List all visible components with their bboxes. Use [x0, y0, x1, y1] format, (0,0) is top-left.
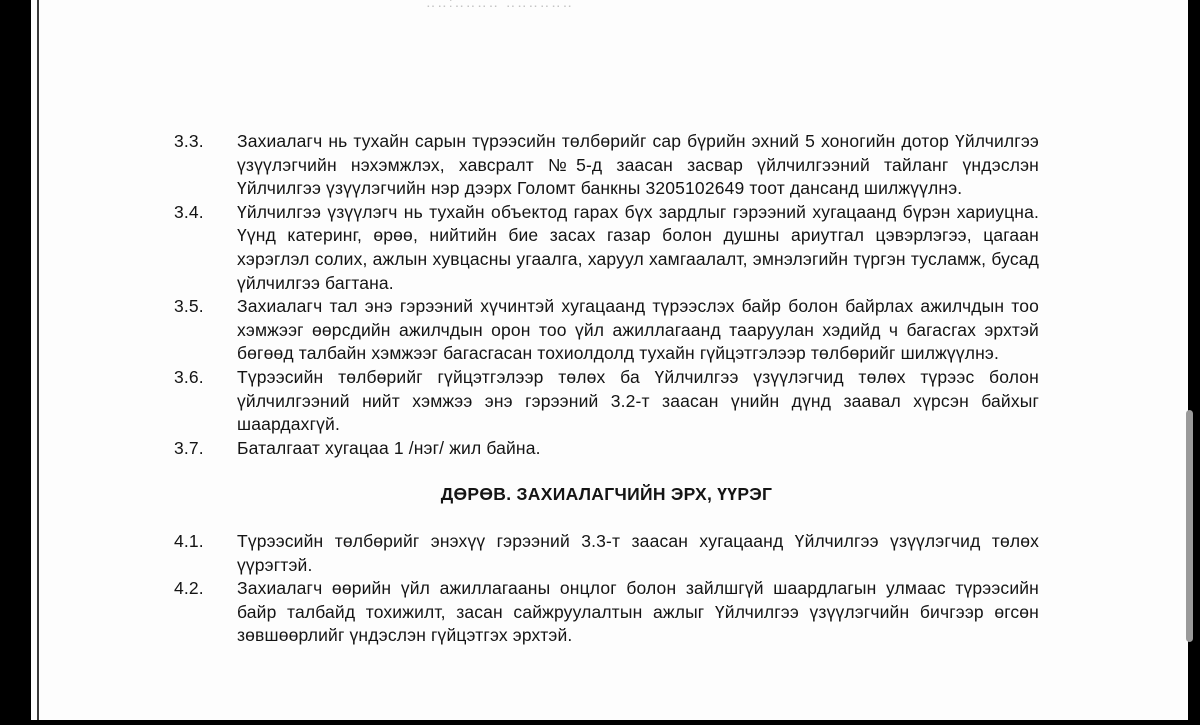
clause-text: Түрээсийн төлбөрийг гүйцэтгэлээр төлөх ба Үйлчилгээ үзүүлэгчид төлөх түрээс болон үйлчилгээний нийт хэмжээ энэ гэрээний 3.2-т заасан үнийн дүнд заавал хүрсэн байхыг шаардахгүй. — [237, 366, 1039, 435]
clause-text: Түрээсийн төлбөрийг энэхүү гэрээний 3.3-т заасан хугацаанд Үйлчилгээ үзүүлэгчид төлөх үүрэгтэй. — [237, 530, 1039, 575]
clause-3-4 — [174, 201, 1039, 295]
clause-number: 3.4. — [174, 201, 204, 222]
clause-text: Захиалагч тал энэ гэрээний хүчинтэй хугацаанд түрээслэх байр болон байрлах ажилчдын тоо хэмжээг өөрсдийн ажилчдын орон тоо үйл ажиллагаанд тааруулан хэдийд ч багасгах эрхтэй бөгөөд талбайн хэмжээг багасгасан тохиолдолд тухайн гүйцэтгэлээр төлбөрийг шилжүүлнэ. — [237, 296, 1039, 364]
clause-number: 3.5. — [174, 296, 204, 317]
clause-3-6 — [174, 366, 1039, 437]
clause-4-2 — [174, 577, 1039, 648]
clause-number: 3.6. — [174, 366, 204, 387]
section-heading: ДӨРӨВ. ЗАХИАЛАГЧИЙН ЭРХ, ҮҮРЭГ — [440, 484, 773, 505]
clause-text: Үйлчилгээ үзүүлэгч нь тухайн объектод гарах бүх зардлыг гэрээний хугацаанд бүрэн хариуцна. Үүнд катеринг, өрөө, нийтийн бие засах газар болон душны ариутгал цэвэрлэгээ, цагаан хэрэглэл солих, ажлын хувцасны угаалга, харуул хамгаалалт, эмнэлэгийн түргэн тусламж, бусад үйлчилгээ багтана. — [237, 201, 1039, 293]
clause-text: Захиалагч нь тухайн сарын түрээсийн төлбөрийг сар бүрийн эхний 5 хоногийн дотор Үйлчилгээ үзүүлэгчийн нэхэмжлэх, хавсралт №5-д заасан засвар үйлчилгээний тайланг үндэслэн Үйлчилгээ үзүүлэгчийн нэр дээрх Голомт банкны 3205102649 тоот дансанд шилжүүлнэ. — [237, 131, 1039, 199]
bleed-through-mark: ‥‥:‥‥‥‥ ‥‥‥‥‥‥ — [426, 0, 574, 10]
clause-number: 3.3. — [174, 131, 204, 151]
clause-4-1 — [174, 530, 1039, 577]
clause-number: 4.2. — [174, 578, 204, 599]
document-page — [31, 0, 1188, 720]
clause-3-3 — [174, 130, 1039, 201]
clause-3-5 — [174, 295, 1039, 366]
clause-text: Баталгаат хугацаа 1 /нэг/ жил байна. — [237, 437, 541, 458]
clause-text: Захиалагч өөрийн үйл ажиллагааны онцлог болон зайлшгүй шаардлагын улмаас түрээсийн байр талбайд тохижилт, засан сайжруулалтын ажлыг Үйлчилгээ үзүүлэгчийн бичгээр өгсөн зөвшөөрлийг үндэслэн гүйцэтгэх эрхтэй. — [237, 578, 1039, 646]
clause-3-7 — [174, 437, 1039, 461]
scrollbar-thumb[interactable] — [1186, 410, 1193, 642]
document-body — [174, 130, 1039, 648]
clause-number: 3.7. — [174, 437, 204, 458]
clause-number: 4.1. — [174, 530, 204, 551]
